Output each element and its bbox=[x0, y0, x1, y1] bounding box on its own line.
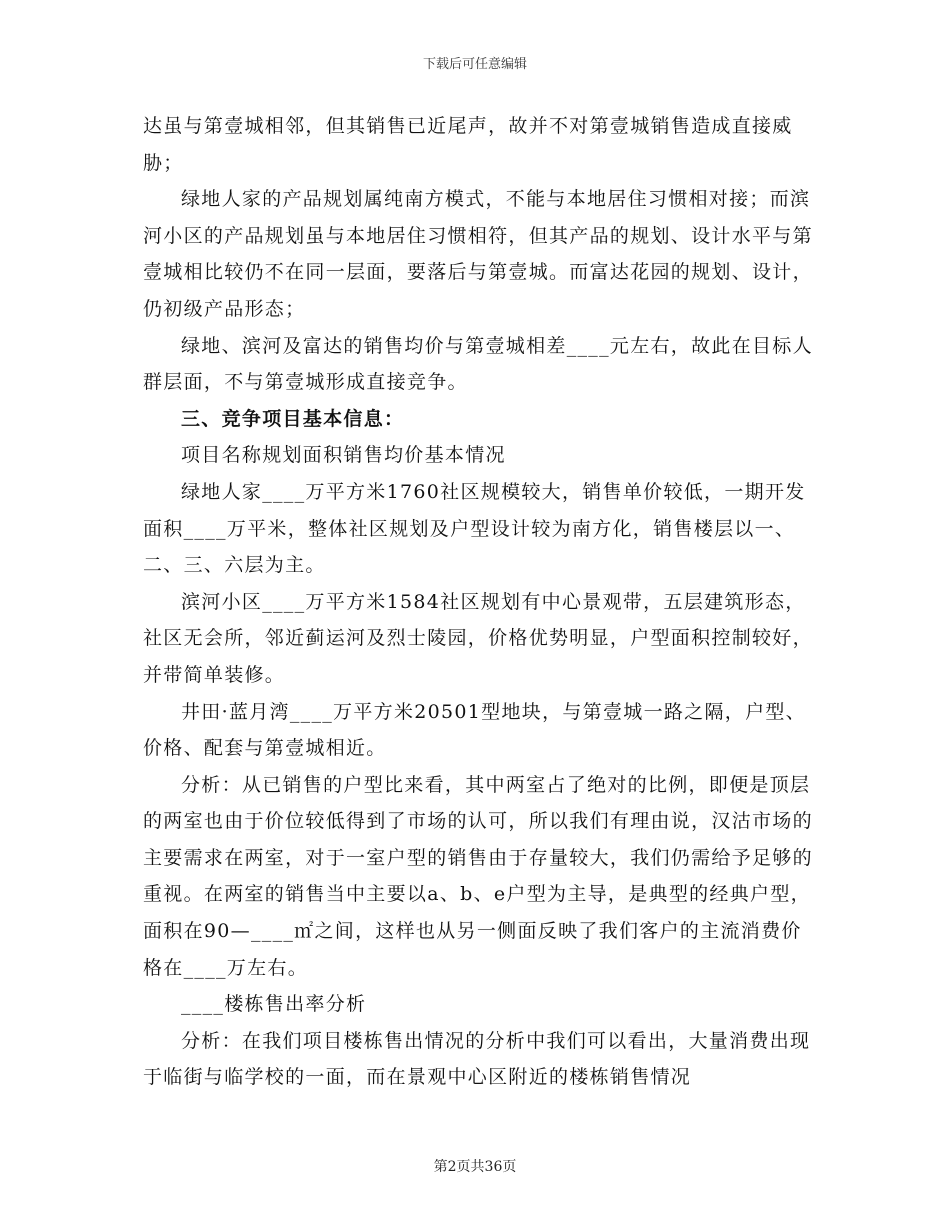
analysis-paragraph-2: 分析：在我们项目楼栋售出情况的分析中我们可以看出，大量消费出现于临街与临学校的一面，而在景观中心区附近的楼栋销售情况 bbox=[143, 1029, 811, 1089]
project-binhe: 滨河小区____万平方米1584社区规划有中心景观带，五层建筑形态，社区无会所，邻近蓟运河及烈士陵园，价格优势明显，户型面积控制较好，并带简单装修。 bbox=[143, 590, 813, 686]
analysis-paragraph-1: 分析：从已销售的户型比来看，其中两室占了绝对的比例，即便是顶层的两室也由于价位较低得到了市场的认可，所以我们有理由说，汉沽市场的主要需求在两室，对于一室户型的销售由于存量较大，我们仍需给予足够的重视。在两室的销售当中主要以a、b、e户型为主导，是典型的经典户型，面积在90—____㎡之间，这样也从另一侧面反映了我们客户的主流消费价格在____万左右。 bbox=[143, 773, 813, 979]
paragraph-1: 达虽与第壹城相邻，但其销售已近尾声，故并不对第壹城销售造成直接威胁； bbox=[143, 115, 793, 174]
project-lvdi: 绿地人家____万平方米1760社区规模较大，销售单价较低，一期开发面积____万平米，整体社区规划及户型设计较为南方化，销售楼层以一、二、三、六层为主。 bbox=[143, 480, 806, 577]
subsection-title: ____楼栋售出率分析 bbox=[181, 993, 367, 1016]
paragraph-3: 绿地、滨河及富达的销售均价与第壹城相差____元左右，故此在目标人群层面，不与第壹城形成直接竞争。 bbox=[143, 334, 813, 394]
section-heading: 三、竞争项目基本信息： bbox=[181, 407, 405, 430]
document-body bbox=[143, 108, 813, 1096]
page-footer: 第2页共36页 bbox=[433, 1159, 517, 1175]
table-header-line: 项目名称规划面积销售均价基本情况 bbox=[181, 444, 506, 467]
project-jingtian: 井田·蓝月湾____万平方米20501型地块，与第壹城一路之隔，户型、价格、配套与第壹城相近。 bbox=[143, 700, 806, 760]
page-header: 下载后可任意编辑 bbox=[422, 57, 527, 72]
paragraph-2: 绿地人家的产品规划属纯南方模式，不能与本地居住习惯相对接；而滨河小区的产品规划虽与本地居住习惯相符，但其产品的规划、设计水平与第壹城相比较仍不在同一层面，要落后与第壹城。而富达花园的规划、设计，仍初级产品形态； bbox=[143, 188, 813, 320]
